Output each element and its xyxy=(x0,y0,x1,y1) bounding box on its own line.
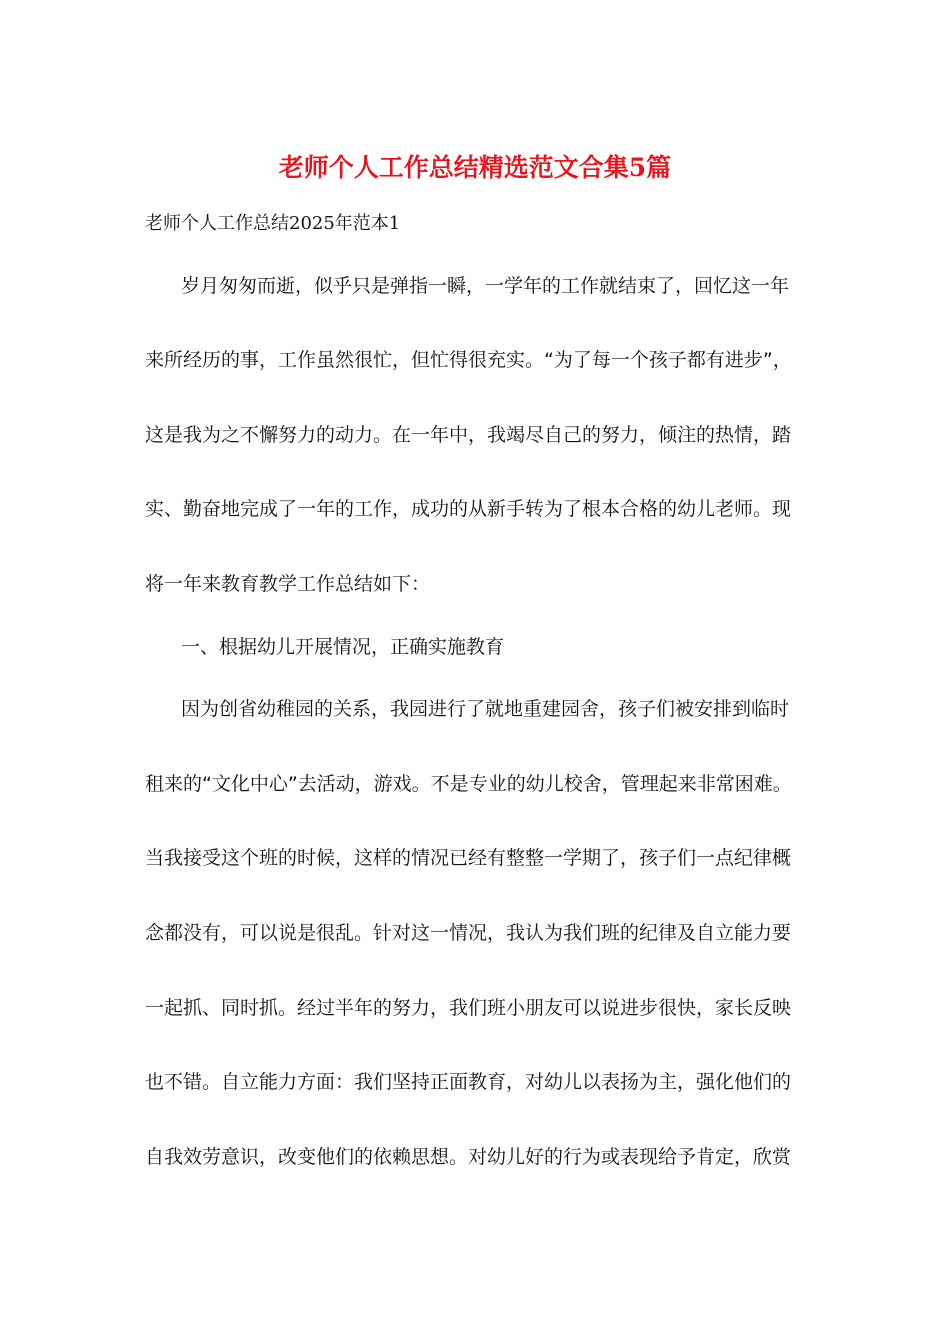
paragraph-line: 来所经历的事，工作虽然很忙，但忙得很充实。“为了每一个孩子都有进步”， xyxy=(145,349,792,371)
paragraph-line: 岁月匆匆而逝，似乎只是弹指一瞬，一学年的工作就结束了，回忆这一年 xyxy=(181,275,790,297)
paragraph-line: 一起抓、同时抓。经过半年的努力，我们班小朋友可以说进步很快，家长反映 xyxy=(145,997,792,1019)
document-subtitle: 老师个人工作总结2025年范本1 xyxy=(145,213,401,234)
document-title: 老师个人工作总结精选范文合集5篇 xyxy=(278,153,672,182)
paragraph-line: 这是我为之不懈努力的动力。在一年中，我竭尽自己的努力，倾注的热情，踏 xyxy=(145,424,792,446)
paragraph-line: 租来的“文化中心”去活动，游戏。不是专业的幼儿校舍，管理起来非常困难。 xyxy=(145,773,792,795)
paragraph-line: 当我接受这个班的时候，这样的情况已经有整整一学期了，孩子们一点纪律概 xyxy=(145,847,792,869)
paragraph-line: 念都没有，可以说是很乱。针对这一情况，我认为我们班的纪律及自立能力要 xyxy=(145,922,792,944)
paragraph-line: 因为创省幼稚园的关系，我园进行了就地重建园舍，孩子们被安排到临时 xyxy=(181,698,790,720)
paragraph-line: 将一年来教育教学工作总结如下： xyxy=(145,573,431,595)
paragraph-line: 实、勤奋地完成了一年的工作，成功的从新手转为了根本合格的幼儿老师。现 xyxy=(145,498,792,520)
paragraph-line: 自我效劳意识，改变他们的依赖思想。对幼儿好的行为或表现给予肯定，欣赏 xyxy=(145,1146,792,1168)
section-heading: 一、根据幼儿开展情况，正确实施教育 xyxy=(181,636,505,658)
paragraph-line: 也不错。自立能力方面：我们坚持正面教育，对幼儿以表扬为主，强化他们的 xyxy=(145,1071,792,1093)
